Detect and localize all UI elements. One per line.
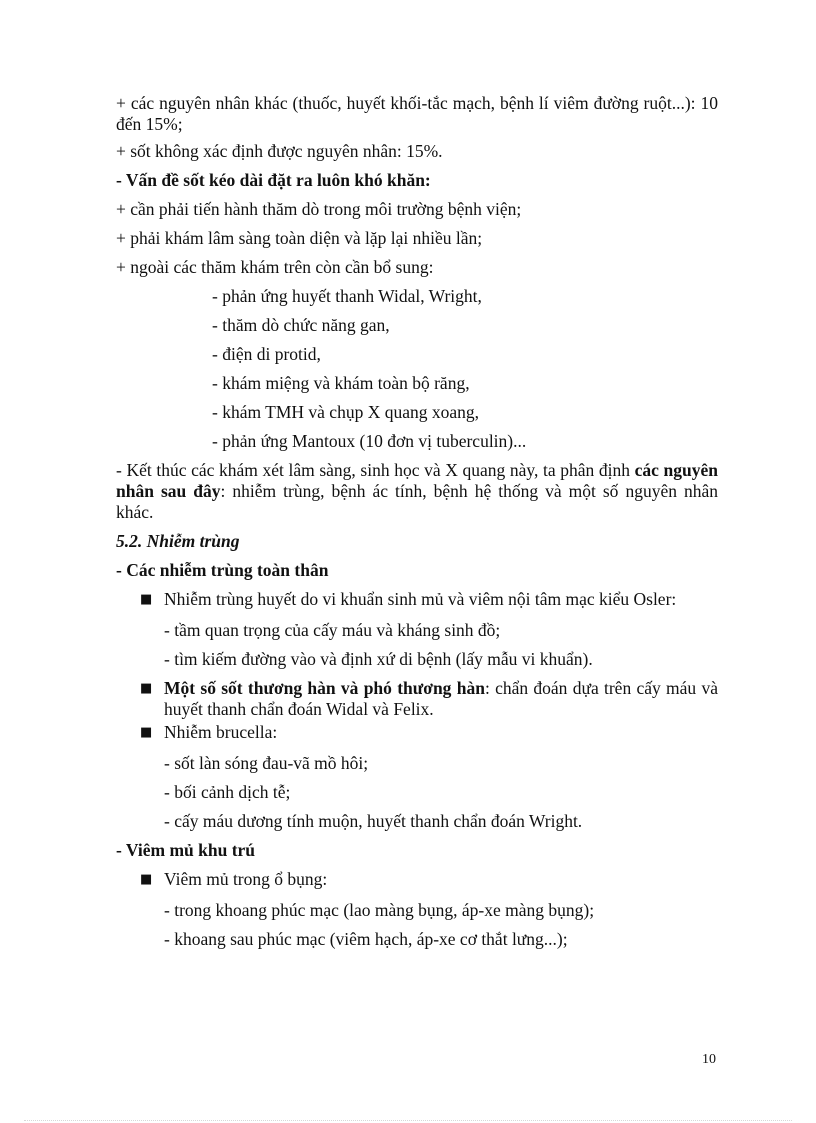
sepsis-sub-2: - tìm kiếm đường vào và định xứ di bệnh (lấy mẫu vi khuẩn).: [164, 649, 593, 669]
systemic-heading: - Các nhiễm trùng toàn thân: [116, 560, 329, 580]
brucella-sub-3: - cấy máu dương tính muộn, huyết thanh chẩn đoán Wright.: [164, 811, 583, 831]
problem-item-3: + ngoài các thăm khám trên còn cần bổ sung:: [116, 257, 434, 277]
sepsis-sub-1: - tầm quan trọng của cấy máu và kháng sinh đồ;: [164, 620, 501, 640]
intro-paragraph-1: + các nguyên nhân khác (thuốc, huyết khối-tắc mạch, bệnh lí viêm đường ruột...): 10 đến 15%;: [116, 93, 718, 134]
square-bullet-icon: ■: [140, 592, 153, 607]
test-item-widal: - phản ứng huyết thanh Widal, Wright,: [212, 286, 482, 306]
bullet-brucella-text: Nhiễm brucella:: [164, 722, 278, 742]
page-divider: [24, 1120, 792, 1121]
typhoid-bold: Một số sốt thương hàn và phó thương hàn: [164, 678, 485, 698]
conclusion-prefix: - Kết thúc các khám xét lâm sàng, sinh học và X quang này, ta phân định: [116, 460, 635, 480]
test-item-mantoux: - phản ứng Mantoux (10 đơn vị tuberculin)...: [212, 431, 527, 451]
bullet-typhoid-text: [164, 678, 718, 720]
test-item-mouth: - khám miệng và khám toàn bộ răng,: [212, 373, 470, 393]
brucella-sub-1: - sốt làn sóng đau-vã mồ hôi;: [164, 753, 369, 773]
conclusion-bold: các nguyên nhân sau đây: [116, 460, 719, 501]
bullet-brucella: [140, 722, 718, 743]
test-item-protid: - điện di protid,: [212, 344, 321, 364]
problem-item-2: + phải khám lâm sàng toàn diện và lặp lại nhiều lần;: [116, 228, 483, 248]
square-bullet-icon: ■: [140, 872, 153, 887]
bullet-abdominal-text: Viêm mủ trong ổ bụng:: [164, 869, 328, 889]
conclusion-suffix: : nhiễm trùng, bệnh ác tính, bệnh hệ thống và một số nguyên nhân khác.: [116, 481, 718, 522]
problem-heading: - Vấn đề sốt kéo dài đặt ra luôn khó khăn:: [116, 170, 431, 190]
square-bullet-icon: ■: [140, 681, 153, 696]
abdominal-sub-2: - khoang sau phúc mạc (viêm hạch, áp-xe cơ thắt lưng...);: [164, 929, 568, 949]
intro-paragraph-2: + sốt không xác định được nguyên nhân: 15%.: [116, 141, 443, 161]
brucella-sub-2: - bối cảnh dịch tễ;: [164, 782, 291, 802]
test-item-ent: - khám TMH và chụp X quang xoang,: [212, 402, 479, 422]
bullet-typhoid: [140, 678, 718, 720]
conclusion-paragraph: [116, 460, 718, 523]
bullet-abdominal: [140, 869, 718, 890]
bullet-sepsis: [140, 589, 718, 610]
document-page: [116, 93, 718, 958]
page-number: 10: [702, 1052, 716, 1067]
typhoid-rest: : chẩn đoán dựa trên cấy máu và huyết thanh chẩn đoán Widal và Felix.: [164, 678, 718, 719]
test-item-liver: - thăm dò chức năng gan,: [212, 315, 390, 335]
problem-item-1: + cần phải tiến hành thăm dò trong môi trường bệnh viện;: [116, 199, 522, 219]
bullet-sepsis-text: Nhiễm trùng huyết do vi khuẩn sinh mủ và viêm nội tâm mạc kiểu Osler:: [164, 589, 677, 609]
square-bullet-icon: ■: [140, 725, 153, 740]
section-title: 5.2. Nhiễm trùng: [116, 531, 240, 551]
abdominal-sub-1: - trong khoang phúc mạc (lao màng bụng, áp-xe màng bụng);: [164, 900, 595, 920]
localized-heading: - Viêm mủ khu trú: [116, 840, 256, 860]
test-list: [212, 286, 718, 452]
